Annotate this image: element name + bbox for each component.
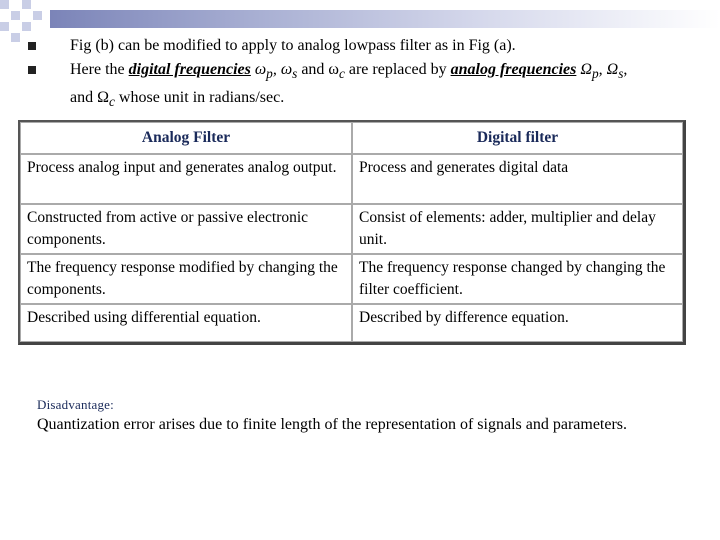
table-row	[20, 154, 683, 204]
bullet-text-2: Here the digital frequencies $\omega_p$, $\omega_s$ and $\omega_c$ are replaced by analog frequencies $\Omega_p$, $\Omega_s$, and $\Omega_c$ whose unit in radians/sec.	[70, 61, 628, 110]
table-cell: Constructed from active or passive electronic components.	[20, 204, 352, 254]
bullet-item-2	[28, 58, 708, 114]
square-bullet-icon	[28, 66, 36, 74]
table-cell: The frequency response changed by changing the filter coefficient.	[352, 254, 683, 304]
bullet-item-1	[28, 34, 708, 58]
table-cell: Process and generates digital data	[352, 154, 683, 204]
disadvantage-text: Quantization error arises due to finite length of the representation of signals and parameters.	[37, 416, 628, 433]
header-analog-filter: Analog Filter	[20, 122, 352, 154]
analog-frequencies-term: analog frequencies	[450, 61, 577, 78]
table-cell: Consist of elements: adder, multiplier and delay unit.	[352, 204, 683, 254]
square-bullet-icon	[28, 42, 36, 50]
digital-frequencies-term: digital frequencies	[128, 61, 251, 78]
disadvantage-label: Disadvantage:	[37, 397, 114, 412]
header-digital-filter: Digital filter	[352, 122, 683, 154]
table-row	[20, 304, 683, 342]
table-cell: Process analog input and generates analog output.	[20, 154, 352, 204]
comparison-table	[18, 120, 686, 345]
bullet-text-1: Fig (b) can be modified to apply to analog lowpass filter as in Fig (a).	[70, 37, 516, 54]
table-row	[20, 254, 683, 304]
table-cell: Described by difference equation.	[352, 304, 683, 342]
title-gradient-bar	[50, 10, 720, 28]
table-cell: Described using differential equation.	[20, 304, 352, 342]
table-header-row	[20, 122, 683, 154]
table-row	[20, 204, 683, 254]
table-cell: The frequency response modified by changing the components.	[20, 254, 352, 304]
bullet-list	[28, 34, 708, 114]
